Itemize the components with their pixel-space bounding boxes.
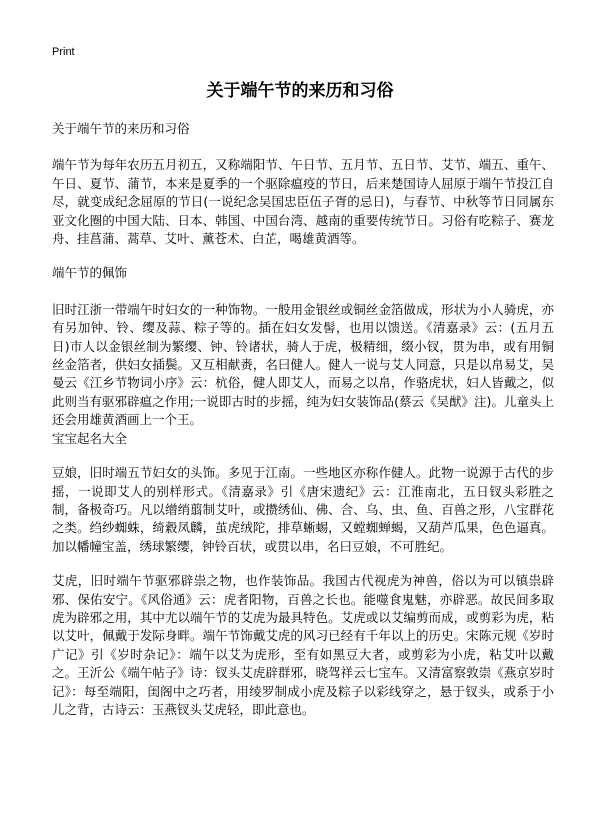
print-label: Print [52,46,75,58]
document-body [52,120,554,735]
document-title: 关于端午节的来历和习俗 [206,81,394,101]
ornaments-paragraph: 旧时江浙一带端午时妇女的一种饰物。一般用金银丝或铜丝金箔做成，形状为小人骑虎，亦有另加钟、铃、缨及蒜、粽子等的。插在妇女发髻，也用以馈送。《清嘉录》云：(五月五日)市人以金银丝制为繁缨、钟、铃诸状，骑人于虎，极精细，缀小钗，贯为串，或有用铜丝金箔者，供妇女插鬓。又互相献赉，名曰健人。健人一说与艾人同意，只是以帛易艾，吴曼云《江乡节物词小序》云：杭俗，健人即艾人，而易之以帛，作骆虎状，妇人皆戴之，似此则当有驱邪辟瘟之作用;一说即古时的步摇，纯为妇女装饰品(蔡云《吴猷》注)。儿童头上还会用雄黄酒画上一个王。 [52,301,554,428]
doniang-paragraph: 豆娘，旧时端五节妇女的头饰。多见于江南。一些地区亦称作健人。此物一说源于古代的步摇，一说即艾人的别样形式。《清嘉录》引《唐宋遗纪》云：江淮南北，五日钗头彩胜之制，备极奇巧。凡以缯绡翦制艾叶，或攒绣仙、佛、合、乌、虫、鱼、百兽之形，八宝群花之类。绉纱蜘蛛，绮縠凤麟，茧虎绒陀，排草蜥蜴，又螳蜘蝉蝎，又葫芦瓜果，色色逼真。加以幡幢宝盖，绣球繁缨，钟铃百状，或贯以串，名曰豆娘，不可胜纪。 [52,465,554,554]
aihu-paragraph: 艾虎，旧时端午节驱邪辟祟之物，也作装饰品。我国古代视虎为神兽，俗以为可以镇祟辟邪、保佑安宁。《风俗通》云：虎者阳物，百兽之长也。能噬食鬼魅，亦辟恶。故民间多取虎为辟邪之用，其中尤以端午节的艾虎为最具特色。艾虎或以艾编剪而成，或剪彩为虎，粘以艾叶，佩戴于发际身畔。端午节饰戴艾虎的风习已经有千年以上的历史。宋陈元规《岁时广记》引《岁时杂记》：端午以艾为虎形，至有如黑豆大者，或剪彩为小虎，粘艾叶以戴之。王沂公《端午帖子》诗：钗头艾虎辟群邪，晓驾祥云七宝车。又清富察敦崇《燕京岁时记》：每至端阳，闺阁中之巧者，用绫罗制成小虎及粽子以彩线穿之，悬于钗头，或系于小儿之背，古诗云：玉燕钗头艾虎轻，即此意也。 [52,573,554,717]
document-subtitle: 关于端午节的来历和习俗 [52,121,190,136]
baby-names-line: 宝宝起名大全 [52,430,128,446]
section-heading-ornaments: 端午节的佩饰 [52,265,128,281]
intro-paragraph: 端午节为每年农历五月初五，又称端阳节、午日节、五月节、五日节、艾节、端五、重午、午日、夏节、蒲节，本来是夏季的一个驱除瘟疫的节日，后来楚国诗人屈原于端午节投江自尽，就变成纪念屈原的节日(一说纪念吴国忠臣伍子胥的忌日)，与春节、中秋等节日同属东亚文化圈的中国大陆、日本、韩国、中国台湾、越南的重要传统节日。习俗有吃粽子、赛龙舟、挂菖蒲、蒿草、艾叶、薰苍术、白芷，喝雄黄酒等。 [52,157,554,247]
